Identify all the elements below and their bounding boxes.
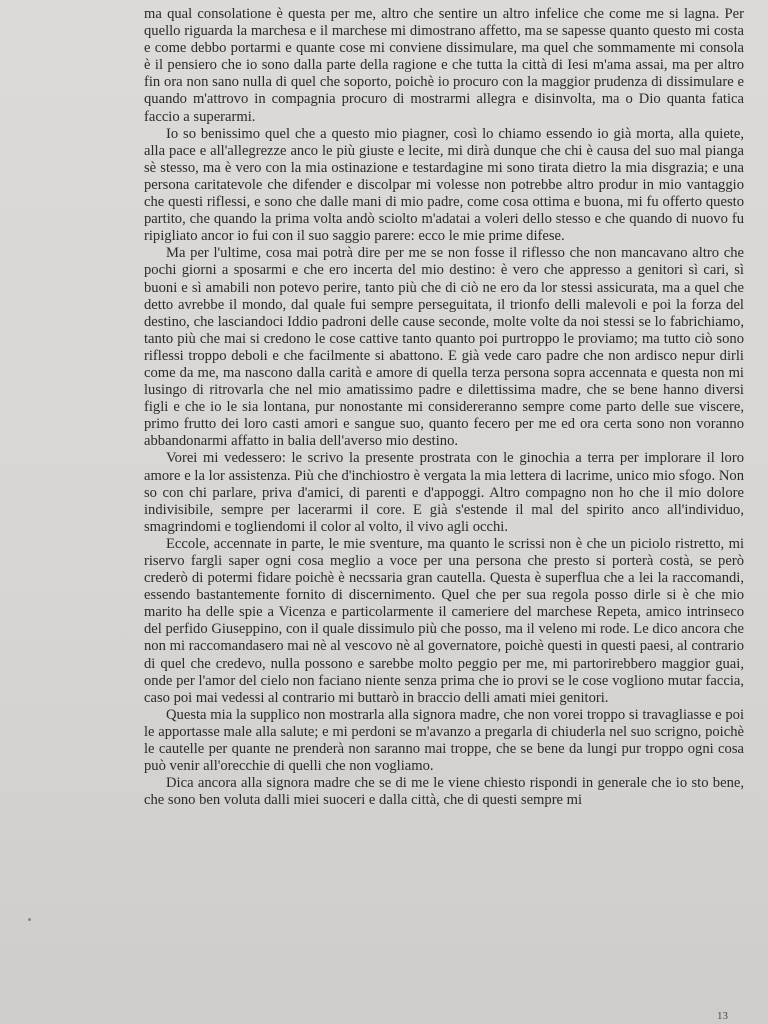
paragraph-7: Dica ancora alla signora madre che se di me le viene chiesto rispondi in generale che io sto bene, che sono ben voluta dalli miei suoceri e dalla città, che di questi sempre mi <box>144 775 744 809</box>
paragraph-2: Io so benissimo quel che a questo mio piagner, così lo chiamo essendo io già morta, alla quiete, alla pace e all'allegrezze anco le più giuste e lecite, mi dirà dunque che chi è causa del suo mal pianga sè stesso, ma è vero con la mia ostinazione e testardagine mi sono tirata dietro la mia disgrazia; e una persona caritatevole che difender e discolpar mi volesse non potrebbe altro produr in mio vantaggio che questi riflessi, e sono che dalle mani di mio padre, come cosa ottima e buona, mi fu offerto questo partito, che quando la prima volta andò sciolto m'adatai a voleri dello stesso e che quando di nuovo fu ripigliato ancor io fui con il suo saggio parere: ecco le mie prime difese. <box>144 125 744 245</box>
paragraph-6: Questa mia la supplico non mostrarla alla signora madre, che non vorei troppo si travagliasse e poi le apportasse male alla salute; e mi perdoni se m'avanzo a pregarla di chiuderla nel suo scrigno, poichè le cautelle per quante ne prenderà non saranno mai troppe, che se bene da lungi pur troppo ogni cosa può venir all'orecchie di quelli che non vogliamo. <box>144 706 744 775</box>
page-number: 13 <box>717 1010 728 1022</box>
margin-mark <box>28 918 31 921</box>
letter-text-block <box>144 6 744 809</box>
paragraph-4: Vorei mi vedessero: le scrivo la presente prostrata con le ginochia a terra per implorare il loro amore e la lor assistenza. Più che d'inchiostro è vergata la mia lettera di lacrime, unico mio sfogo. Non so con chi parlare, priva d'amici, di parenti e d'appoggi. Altro compagno non ho che il mio dolore indivisibile, sempre per lacerarmi il core. E già s'estende il mal del spirito anco all'individuo, smagrindomi e togliendomi il color al volto, il vivo agli occhi. <box>144 450 744 535</box>
paragraph-3: Ma per l'ultime, cosa mai potrà dire per me se non fosse il riflesso che non mancavano altro che pochi giorni a sposarmi e che ero incerta del mio destino: è vero che appresso a genitori sì cari, sì buoni e sì amabili non potevo perire, tanto più che di ciò ne ero da lor stessi assicurata, ma a quel che detto avrebbe il mondo, dal quale fui sempre perseguitata, il trionfo delli malevoli e poi la forza del destino, che lasciandoci Iddio padroni delle cause seconde, molte volte da noi stessi se lo fabrichiamo, tanto più che mai si credono le cose cattive tanto quanto poi purtroppo le proviamo; ma tutto ciò sono riflessi troppo deboli e che facilmente si abattono. E già vede caro padre che non ardisco nepur dirli come da me, ma nascono dalla carità e amore di quella terza persona sopra accennata e questa non mi lusingo di ritrovarla che nel mio amatissimo padre e dilettissima madre, che se bene hanno diversi figli e che io le sia lontana, pur nonostante mi considereranno sempre come parto delle sue viscere, primo frutto dei loro casti amori e sangue suo, quanto fecero per me ed ora certa sono non voranno abbandonarmi affatto in balia dell'averso mio destino. <box>144 245 744 450</box>
paragraph-5: Eccole, accennate in parte, le mie sventure, ma quanto le scrissi non è che un piciolo ristretto, mi riservo fargli saper ogni cosa meglio a voce per una persona che presto si porterà costà, se però crederò di potermi fidare poichè è necssaria gran cautella. Questa è superflua che a lei la raccomandi, essendo bastantemente fornito di discernimento. Quel che per sua regola posso dirle si è che mio marito ha delle spie a Vicenza e particolarmente il cameriere del marchese Repeta, amico intrinseco del perfido Giuseppino, con il quale dissimulo più che posso, ma il veleno mi rode. Le dico ancora che non mi raccomandasero mai nè al vescovo nè al governatore, poichè questi in questi paesi, al contrario di quel che credevo, nulla possono e sarebbe molto peggio per me, mi partorirebbero maggior guai, onde per l'amor del cielo non faciano niente senza prima che io provi se le cose vogliono mutar faccia, caso poi mai vedessi al contrario mi buttarò in braccio delli amati miei genitori. <box>144 535 744 706</box>
paragraph-1: ma qual consolatione è questa per me, altro che sentire un altro infelice che come me si lagna. Per quello riguarda la marchesa e il marchese mi dimostrano affetto, ma se sapesse quanto questo mi costa e come debbo portarmi e quante cose mi conviene dissimulare, ma quel che sommamente mi consola è il pensiero che io sono dalla parte della ragione e che tutta la città di Iesi m'ama assai, ma per altro fin ora non sano nulla di quel che soporto, poichè io procuro con la maggior prudenza di dissimulare e quando m'attrovo in compagnia procuro di mostrarmi allegra e disinvolta, ma o Dio quanta fatica faccio a superarmi. <box>144 6 744 125</box>
